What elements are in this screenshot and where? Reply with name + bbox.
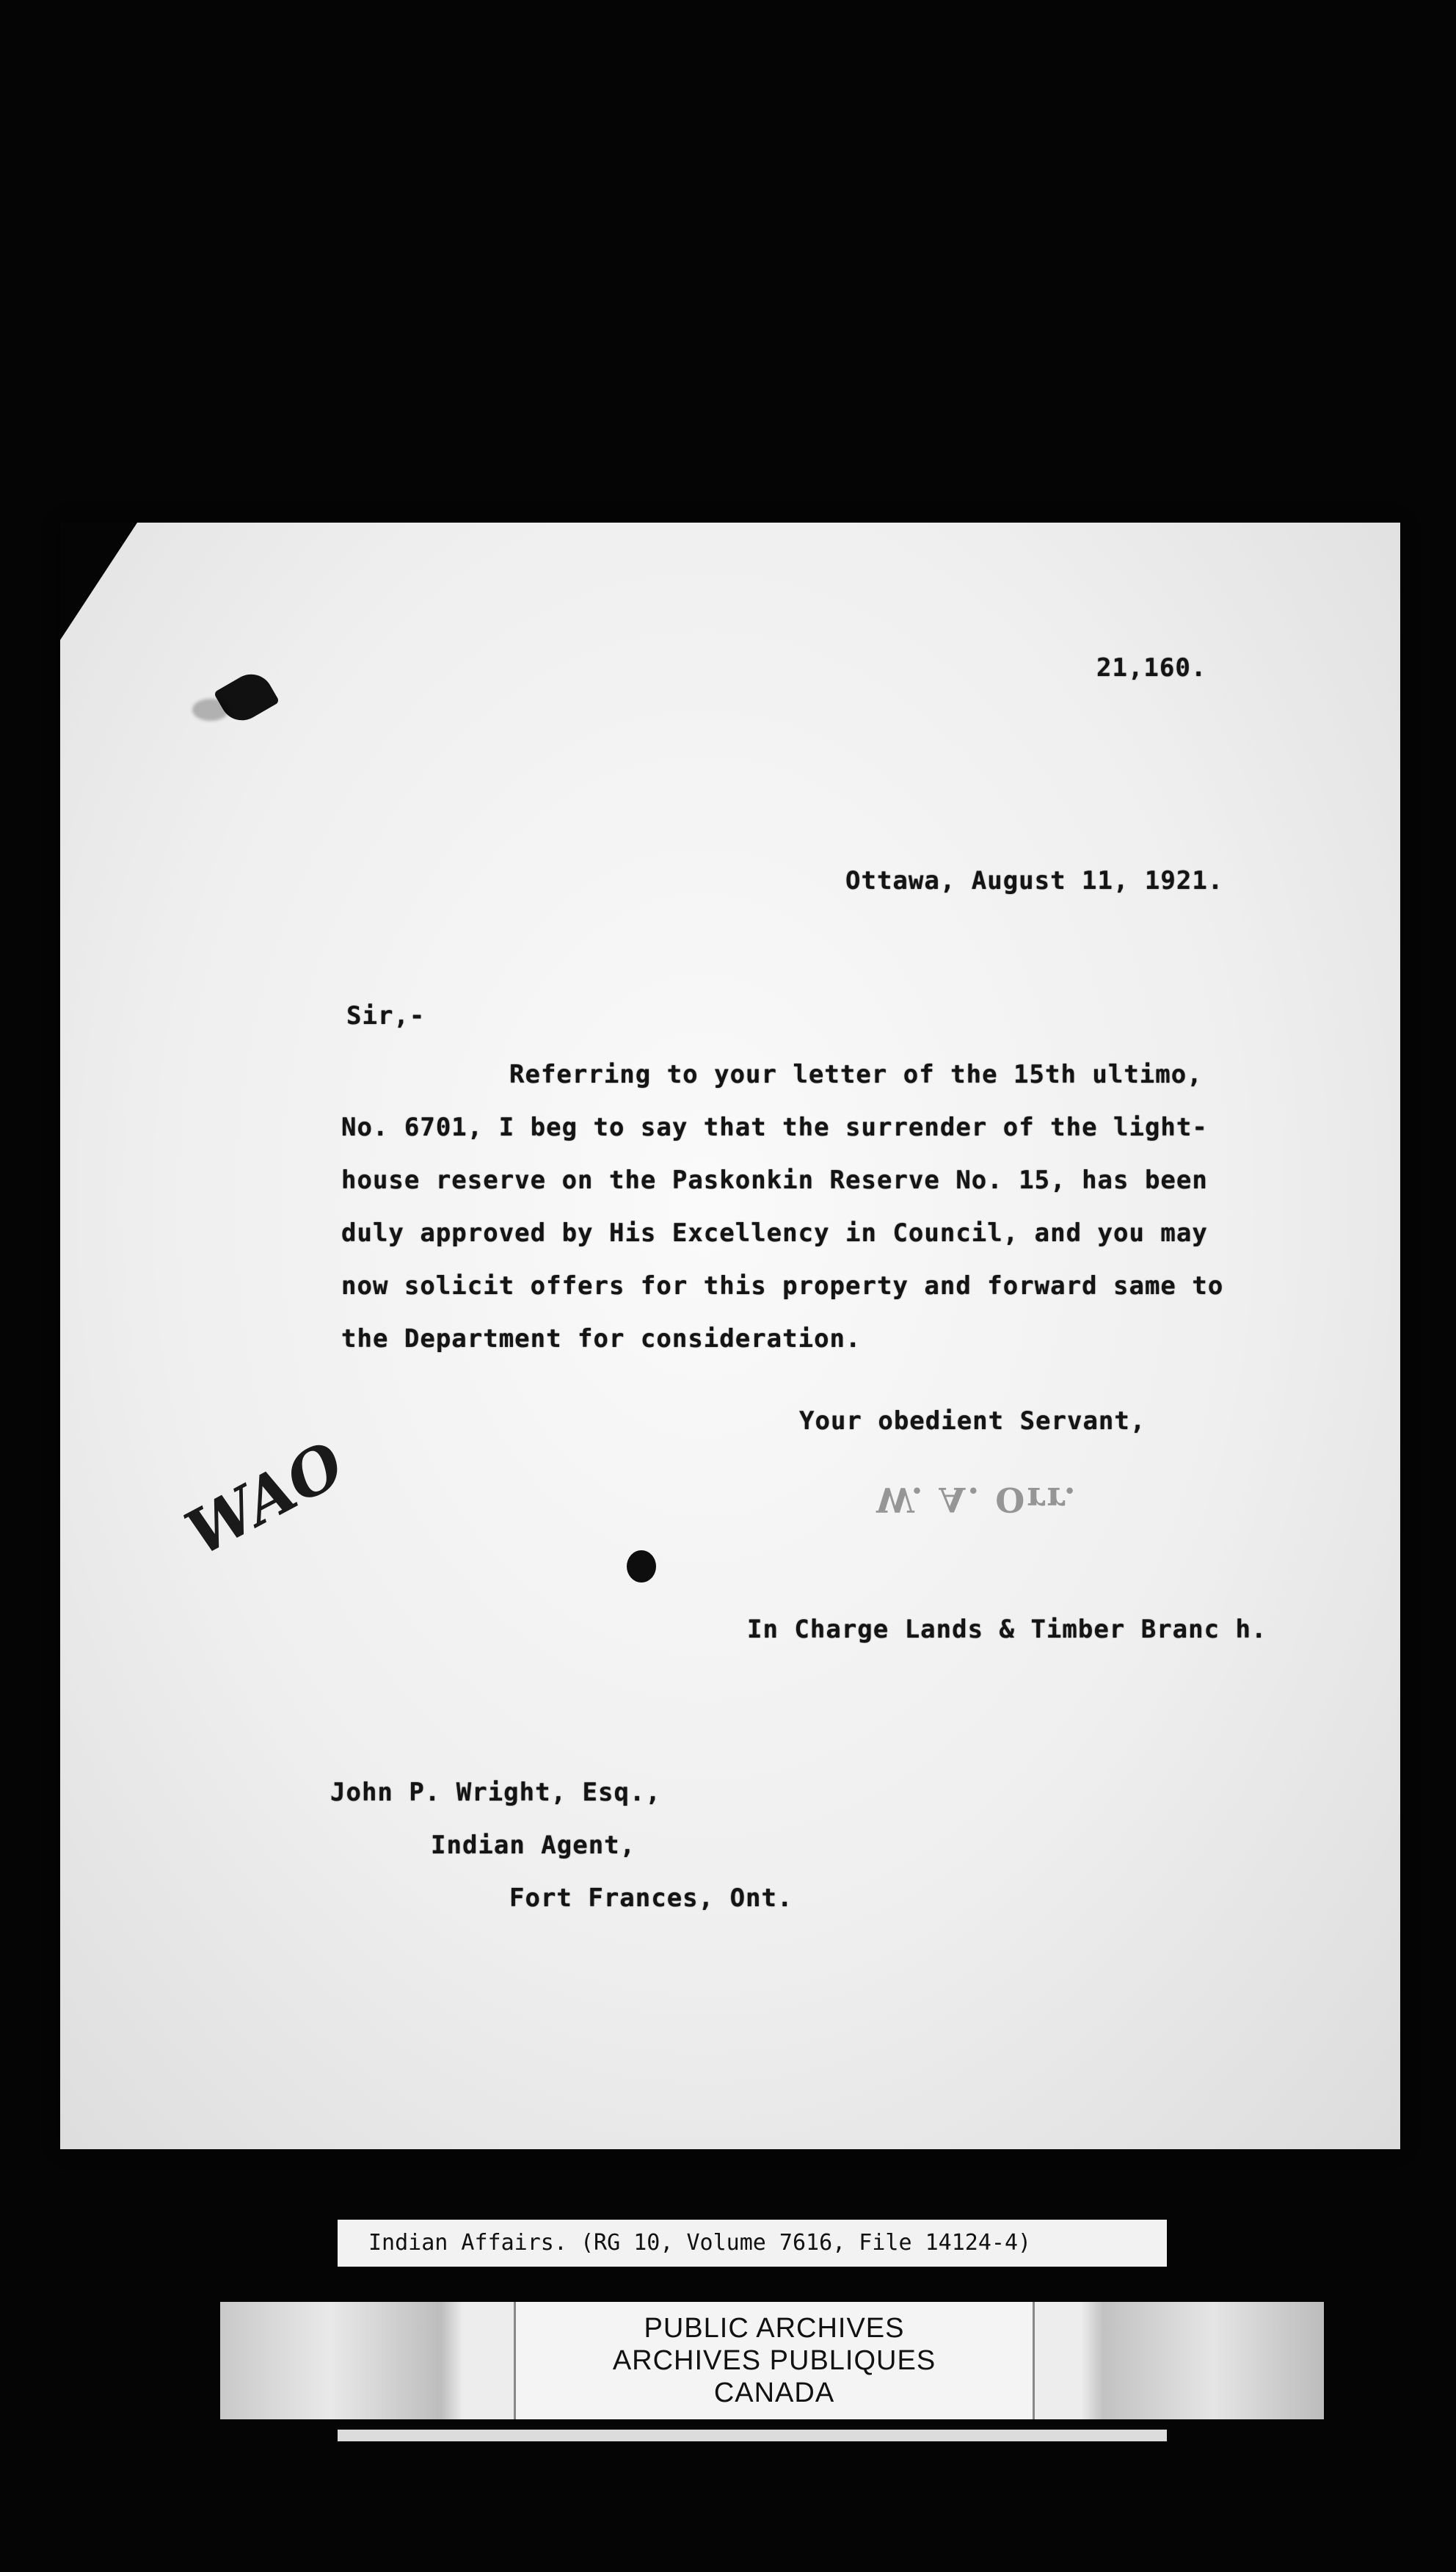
body-line: house reserve on the Paskonkin Reserve No. 15, has been — [341, 1166, 1208, 1195]
punch-hole — [214, 666, 280, 728]
body-line: duly approved by His Excellency in Council, and you may — [341, 1218, 1208, 1248]
salutation: Sir,- — [346, 1001, 426, 1031]
archives-line-fr: ARCHIVES PUBLIQUES — [612, 2345, 936, 2376]
signatory-title: In Charge Lands & Timber Branc h. — [747, 1615, 1267, 1644]
addressee-title: Indian Agent, — [431, 1831, 636, 1860]
dateline: Ottawa, August 11, 1921. — [845, 866, 1224, 896]
archives-line-en: PUBLIC ARCHIVES — [644, 2313, 905, 2344]
folded-corner — [60, 523, 137, 640]
addressee-location: Fort Frances, Ont. — [509, 1883, 793, 1913]
archives-stamp — [514, 2302, 1035, 2419]
body-line: now solicit offers for this property and forward same to — [341, 1271, 1224, 1301]
archives-line-country: CANADA — [713, 2377, 835, 2408]
handwritten-initials: WAO — [174, 1427, 356, 1570]
addressee-name: John P. Wright, Esq., — [330, 1778, 661, 1807]
label-bottom-strip — [338, 2430, 1167, 2441]
archive-reference: Indian Affairs. (RG 10, Volume 7616, File 14124-4) — [368, 2230, 1032, 2256]
closing: Your obedient Servant, — [799, 1406, 1146, 1436]
body-line: the Department for consideration. — [341, 1324, 862, 1354]
signature-stamp: W. A. Orr. — [876, 1480, 1078, 1519]
file-number: 21,160. — [1096, 653, 1207, 683]
body-line: Referring to your letter of the 15th ultimo, — [509, 1060, 1203, 1089]
ink-blot — [627, 1550, 656, 1583]
body-line: No. 6701, I beg to say that the surrender of the light- — [341, 1113, 1208, 1142]
letter-page — [60, 523, 1400, 2149]
smudge-mark — [192, 699, 229, 721]
archive-reference-label — [338, 2220, 1167, 2267]
archives-stamp-band — [220, 2302, 1324, 2419]
